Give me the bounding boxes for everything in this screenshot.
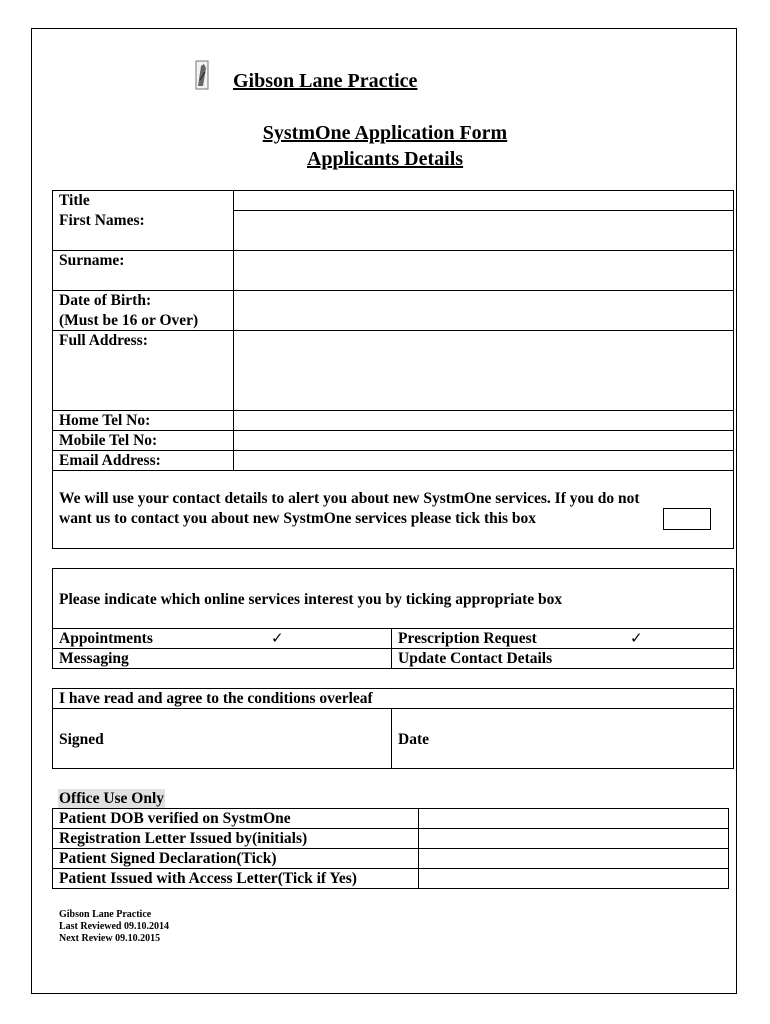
office-row-field[interactable] [418,848,729,869]
email-label: Email Address: [59,452,161,469]
form-subtitle: Applicants Details [306,148,464,170]
home-tel-field[interactable] [233,410,734,431]
office-row-field[interactable] [418,828,729,849]
footer-last-reviewed: Last Reviewed 09.10.2014 [59,921,169,932]
email-label-cell [52,450,234,471]
agreement-statement: I have read and agree to the conditions overleaf [59,690,373,707]
address-field[interactable] [233,330,734,411]
mobile-tel-field[interactable] [233,430,734,451]
date-field[interactable] [391,708,734,769]
surname-label-cell [52,250,234,291]
office-use-heading: Office Use Only [59,790,165,807]
dob-field[interactable] [233,290,734,331]
service-prescription-request[interactable] [391,628,734,649]
office-row-label: Patient Signed Declaration(Tick) [52,848,419,869]
surname-field[interactable] [233,250,734,291]
prescription-check-icon: ✓ [630,631,643,647]
date-label: Date [398,731,429,748]
service-update-contact-label: Update Contact Details [398,650,553,667]
office-row-label: Patient DOB verified on SystmOne [52,808,419,829]
office-row-field[interactable] [418,868,729,889]
footer [59,909,169,945]
agreement-statement-cell [52,688,734,709]
signed-label: Signed [59,731,104,748]
address-label-cell [52,330,234,411]
mobile-tel-label-cell [52,430,234,451]
office-row-field[interactable] [418,808,729,829]
signed-field[interactable] [52,708,392,769]
footer-next-review: Next Review 09.10.2015 [59,933,161,944]
form-title: SystmOne Application Form [262,122,508,144]
services-prompt-cell [52,568,734,629]
address-label: Full Address: [59,332,148,349]
home-tel-label: Home Tel No: [59,412,151,429]
home-tel-label-cell [52,410,234,431]
dob-label: Date of Birth: [59,292,152,309]
service-update-contact[interactable] [391,648,734,669]
practice-name: Gibson Lane Practice [233,70,418,92]
practice-logo-icon [195,60,209,90]
office-row-label: Registration Letter Issued by(initials) [52,828,419,849]
footer-practice: Gibson Lane Practice [59,909,152,920]
title-label: Title [59,192,90,209]
service-appointments[interactable] [52,628,392,649]
dob-note: (Must be 16 or Over) [59,312,199,329]
service-appointments-label: Appointments [59,630,153,647]
service-messaging-label: Messaging [59,650,129,667]
office-row-label: Patient Issued with Access Letter(Tick if Yes) [52,868,419,889]
contact-notice-cell [52,470,734,549]
surname-label: Surname: [59,252,125,269]
mobile-tel-label: Mobile Tel No: [59,432,158,449]
first-names-label: First Names: [59,212,145,229]
first-names-field[interactable] [233,210,734,251]
name-label-cell [52,190,234,251]
services-prompt: Please indicate which online services interest you by ticking appropriate box [59,591,563,608]
title-field[interactable] [233,190,734,211]
contact-optout-checkbox[interactable] [663,508,711,530]
dob-label-cell [52,290,234,331]
email-field[interactable] [233,450,734,471]
service-messaging[interactable] [52,648,392,669]
contact-notice: We will use your contact details to alert you about new SystmOne services. If you do not want us to contact you about new SystmOne services please tick this box [59,490,640,527]
appointments-check-icon: ✓ [271,631,284,647]
service-prescription-label: Prescription Request [398,630,537,647]
